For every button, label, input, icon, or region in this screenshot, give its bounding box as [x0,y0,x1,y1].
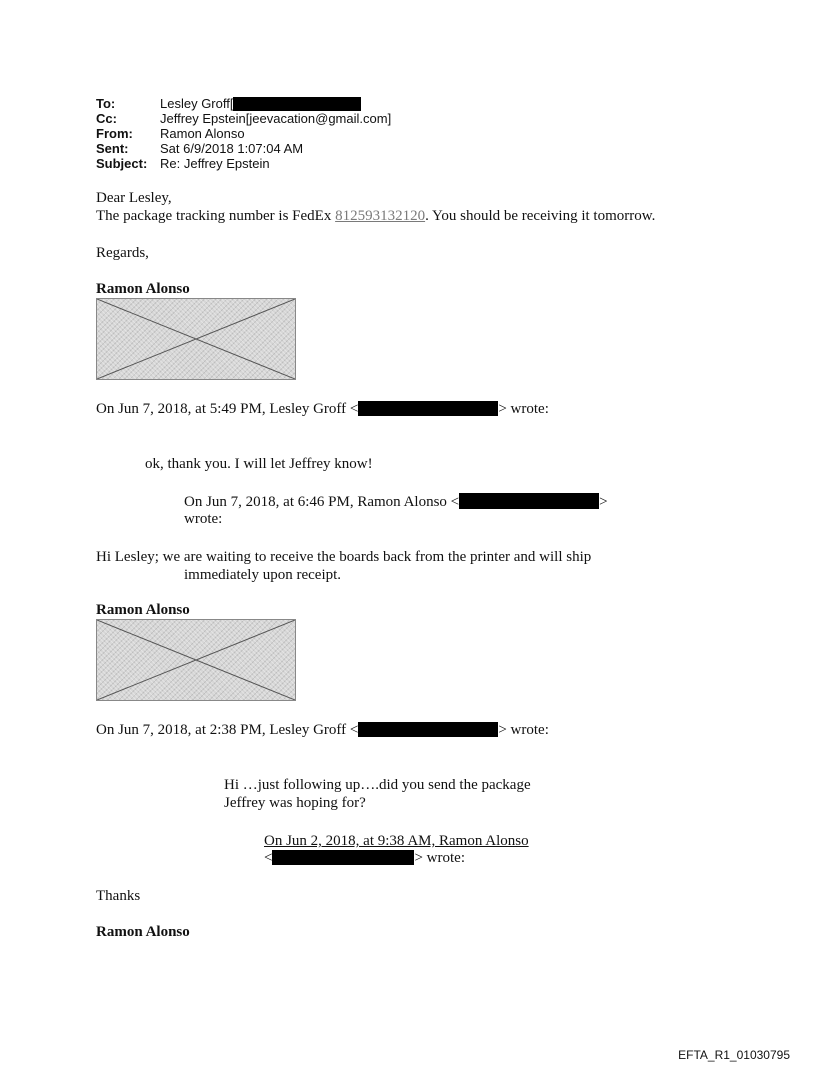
tracking-text-before: The package tracking number is FedEx [96,208,336,224]
redaction-bar [358,722,498,737]
redaction-bar [233,97,361,111]
redaction-bar [459,493,599,509]
quote-attribution [184,493,608,511]
sent-value: Sat 6/9/2018 1:07:04 AM [160,141,304,156]
quote-attribution [96,722,549,739]
attribution-suffix: > wrote: [498,401,549,417]
quote-attribution [96,401,549,418]
tracking-number-link[interactable]: 812593132120 [335,208,426,224]
quote-body-line-2: Jeffrey was hoping for? [224,795,366,811]
tracking-text-after: . You should be receiving it tomorrow. [425,208,656,224]
sent-label: Sent: [96,141,129,156]
redaction-bar [358,401,498,416]
quote-body-line-1: Hi Lesley; we are waiting to receive the boards back from the printer and will ship [96,549,592,565]
from-value: Ramon Alonso [160,126,245,141]
signature-name: Ramon Alonso [96,602,190,618]
to-value [160,96,361,111]
broken-image-cross-icon [97,299,295,379]
regards: Regards, [96,245,149,261]
quote-body-line-2: immediately upon receipt. [184,567,342,583]
attribution-suffix: > wrote: [414,850,465,866]
subject-label: Subject: [96,156,148,171]
greeting: Dear Lesley, [96,190,172,206]
quote-reply-text: ok, thank you. I will let Jeffrey know! [145,456,373,472]
cc-value: Jeffrey Epstein[jeevacation@gmail.com] [160,111,392,126]
subject-value: Re: Jeffrey Epstein [160,156,270,171]
document-id: EFTA_R1_01030795 [678,1048,790,1062]
cc-label: Cc: [96,111,117,126]
redaction-bar [272,850,414,865]
signature-image-placeholder [96,298,296,380]
tracking-line [96,208,655,225]
signature-name: Ramon Alonso [96,924,190,940]
attribution-prefix: On Jun 7, 2018, at 2:38 PM, Lesley Groff < [96,722,359,738]
attribution-suffix: > wrote: [498,722,549,738]
quote-attribution-line-2 [264,850,465,867]
attribution-prefix: < [264,850,273,866]
to-recipient: Lesley Groff[ [160,96,234,111]
attribution-wrote: wrote: [184,511,223,527]
quote-attribution: On Jun 2, 2018, at 9:38 AM, Ramon Alonso [264,833,529,849]
broken-image-cross-icon [97,620,295,700]
attribution-suffix: > [599,494,608,510]
from-label: From: [96,126,133,141]
to-label: To: [96,96,116,111]
signature-image-placeholder [96,619,296,701]
attribution-prefix: On Jun 7, 2018, at 5:49 PM, Lesley Groff < [96,401,359,417]
thanks: Thanks [96,888,141,904]
signature-name: Ramon Alonso [96,281,190,297]
attribution-prefix: On Jun 7, 2018, at 6:46 PM, Ramon Alonso < [184,494,460,510]
quote-body-line-1: Hi …just following up….did you send the package [224,777,531,793]
